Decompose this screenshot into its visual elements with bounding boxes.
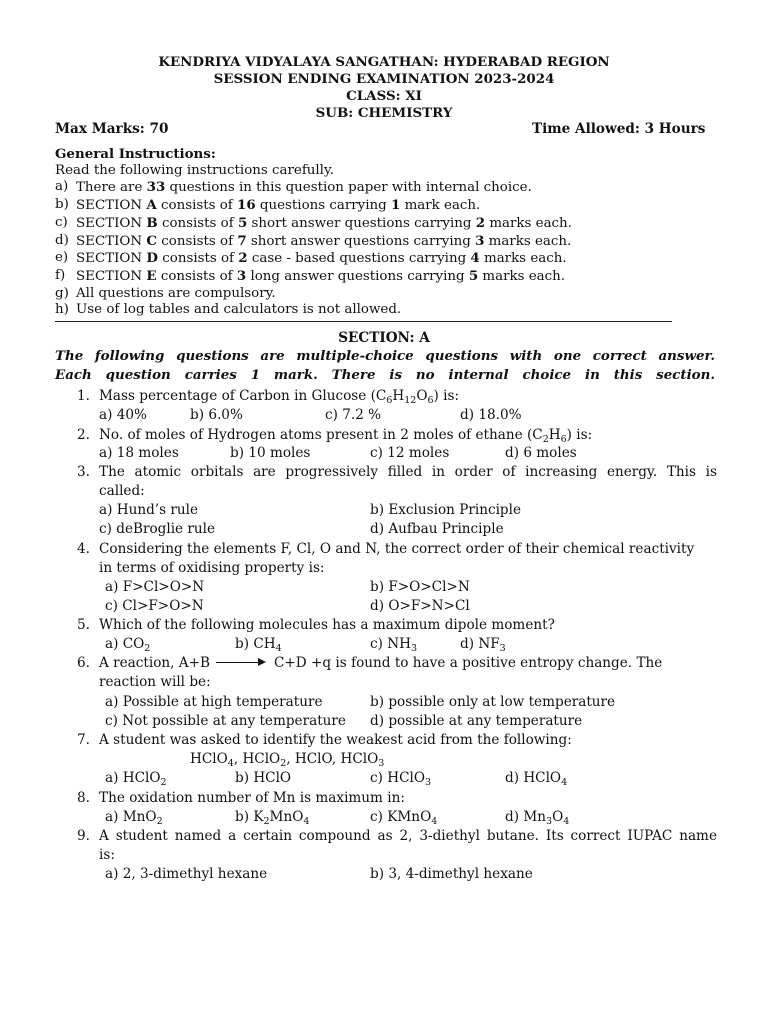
q9-option-b: b) 3, 4-dimethyl hexane [370, 866, 533, 882]
q8-option-b: b) $K_2MnO_4$ [235, 809, 310, 827]
q5-option-c: c) $NH_3$ [370, 636, 418, 654]
instructions-intro: Read the following instructions carefully. [55, 162, 335, 178]
q6-text-line2: reaction will be: [99, 674, 211, 690]
q2-option-a: a) 18 moles [99, 445, 179, 461]
section-title: SECTION: A [338, 330, 430, 346]
divider-line [55, 321, 672, 322]
q6-option-b: b) possible only at low temperature [370, 694, 616, 710]
q5-option-b: b) $CH_4$ [235, 636, 282, 654]
q1-option-c: c) 7.2 % [325, 407, 382, 423]
q2-option-b: b) 10 moles [230, 445, 311, 461]
instruction-item: e) SECTION D consists of 2 case - based questions carrying 4 marks each. [55, 250, 567, 267]
q9-option-a: a) 2, 3-dimethyl hexane [105, 866, 268, 882]
q1-option-d: d) 18.0% [460, 407, 522, 423]
q7-option-a: a) HClO$_2$ [105, 770, 167, 788]
q7-option-b: b) HClO [235, 770, 292, 786]
instruction-item: d) SECTION C consists of 7 short answer questions carrying 3 marks each. [55, 232, 572, 249]
max-marks: Max Marks: 70 [55, 121, 169, 137]
q2-option-c: c) 12 moles [370, 445, 450, 461]
q6-option-a: a) Possible at high temperature [105, 694, 323, 710]
q7-acid-list: HClO$_4$, HClO$_2$, HClO, HClO$_3$ [190, 751, 385, 769]
instruction-item: g) All questions are compulsory. [55, 285, 276, 301]
general-instructions [55, 146, 735, 319]
q5-option-d: d) $NF_3$ [460, 636, 506, 654]
q4-option-c: c) Cl>F>O>N [105, 598, 204, 614]
instructions-title: General Instructions: [55, 146, 216, 162]
class-label: CLASS: XI [346, 88, 422, 104]
q4-option-b: b) F>O>Cl>N [370, 579, 470, 595]
section-intro-line2: Each question carries 1 mark. There is no internal choice in this section. [55, 367, 715, 383]
q3-option-d: d) Aufbau Principle [370, 521, 504, 537]
q6-option-c: c) Not possible at any temperature [105, 713, 346, 729]
q3-option-c: c) deBroglie rule [99, 521, 216, 537]
instruction-item: c) SECTION B consists of 5 short answer questions carrying 2 marks each. [55, 214, 572, 231]
instruction-item: b) SECTION A consists of 16 questions carrying 1 mark each. [55, 197, 481, 214]
q7-option-d: d) HClO$_4$ [505, 770, 568, 788]
subject-label: SUB: CHEMISTRY [315, 105, 453, 121]
q4-option-d: d) O>F>N>Cl [370, 598, 470, 614]
q3-option-a: a) Hund’s rule [99, 502, 199, 518]
instruction-item: h) Use of log tables and calculators is not allowed. [55, 302, 402, 318]
q9-text-line2: is: [99, 847, 115, 863]
q1-option-b: b) 6.0% [190, 407, 243, 423]
q1-option-a: a) 40% [99, 407, 147, 423]
reaction-arrow-icon [216, 658, 266, 668]
q3-text-line2: called: [99, 483, 145, 499]
section-intro-line1: The following questions are multiple-choice questions with one correct answer. [55, 348, 715, 364]
time-allowed: Time Allowed: 3 Hours [532, 121, 706, 137]
q8-option-d: d) $Mn_3O_4$ [505, 809, 570, 827]
q8-option-c: c) KMnO$_4$ [370, 809, 438, 827]
exam-title: SESSION ENDING EXAMINATION 2023-2024 [213, 71, 555, 87]
q2-option-d: d) 6 moles [505, 445, 577, 461]
instruction-item: f) SECTION E consists of 3 long answer questions carrying 5 marks each. [55, 267, 566, 284]
q5-option-a: a) $CO_2$ [105, 636, 151, 654]
q4-text-line2: in terms of oxidising property is: [99, 560, 325, 576]
q7-option-c: c) HClO$_3$ [370, 770, 432, 788]
exam-page: KENDRIYA VIDYALAYA SANGATHAN: HYDERABAD REGION SESSION ENDING EXAMINATION 2023-2024 CLASS: XI SUB: CHEMISTRY Max Marks: 70 Time Allowed: 3 Hours General Instructions: Read the following instructions carefully. a) There are 33 questions in this question paper with internal choice. b) SECTION A consists of 16 questions carrying 1 mark each. c) SECTION B consists of 5 short answer questions carrying 2 marks each. d) SECTION C consists of 7 short answer questions carrying 3 marks each. e) SECTION D consists of 2 case - based questions carrying 4 marks each. f) SECTION E consists of 3 long answer questions carrying 5 marks each. g) All questions are compulsory. h) Use of log tables and calculators is not allowed. SECTION: A The following questions are multiple-choice questions with one correct answer. Each question carries 1 mark. There is no internal choice in this section. 1. Mass percentage of Carbon in Glucose $(C_6H_{12}O_6)$ is: a) 40% b) 6.0% c) 7.2 % d) 18.0% 2. No. of moles of Hydrogen atoms present in 2 moles of ethane $(C_2H_6)$ is: a) 18 moles b) 10 moles c) 12 moles d) 6 moles 3. The atomic orbitals are progressively filled in order of increasing energy. This is called: a) Hund’s rule b) Exclusion Principle c) deBroglie rule d) Aufbau Principle 4. Considering the elements F, Cl, O and N, the correct order of their chemical reactivity in terms of oxidising property is: a) F>Cl>O>N b) F>O>Cl>N c) Cl>F>O>N d) O>F>N>Cl 5. Which of the following molecules has a maximum dipole moment? a) $CO_2$ b) $CH_4$ c) $NH_3$ d) $NF_3$ 6. A reaction, A+B C+D +q is found to have a positive entropy change. The reaction will be: a) Possible at high temperature b) possible only at low temperature c) Not possible at any temperature d) possible at any temperature 7. A student was asked to identify the weakest acid from the following: HClO$_4$, HClO$_2$, HClO, HClO$_3$ a) HClO$_2$ b) HClO c) HClO$_3$ d) HClO$_4$ 8. The oxidation number of Mn is maximum in: a) MnO$_2$ b) $K_2MnO_4$ c) KMnO$_4$ d) $Mn_3O_4$ 9. A student named a certain compound as 2, 3-diethyl butane. Its correct IUPAC name is: a) 2, 3-dimethyl hexane b) 3, 4-dimethyl hexane [0, 0, 768, 1024]
q8-option-a: a) MnO$_2$ [105, 809, 163, 827]
q6-option-d: d) possible at any temperature [370, 713, 583, 729]
school-title: KENDRIYA VIDYALAYA SANGATHAN: HYDERABAD REGION [158, 54, 610, 70]
instruction-item: a) There are 33 questions in this question paper with internal choice. [55, 179, 532, 196]
q4-option-a: a) F>Cl>O>N [105, 579, 205, 595]
q3-option-b: b) Exclusion Principle [370, 502, 522, 518]
